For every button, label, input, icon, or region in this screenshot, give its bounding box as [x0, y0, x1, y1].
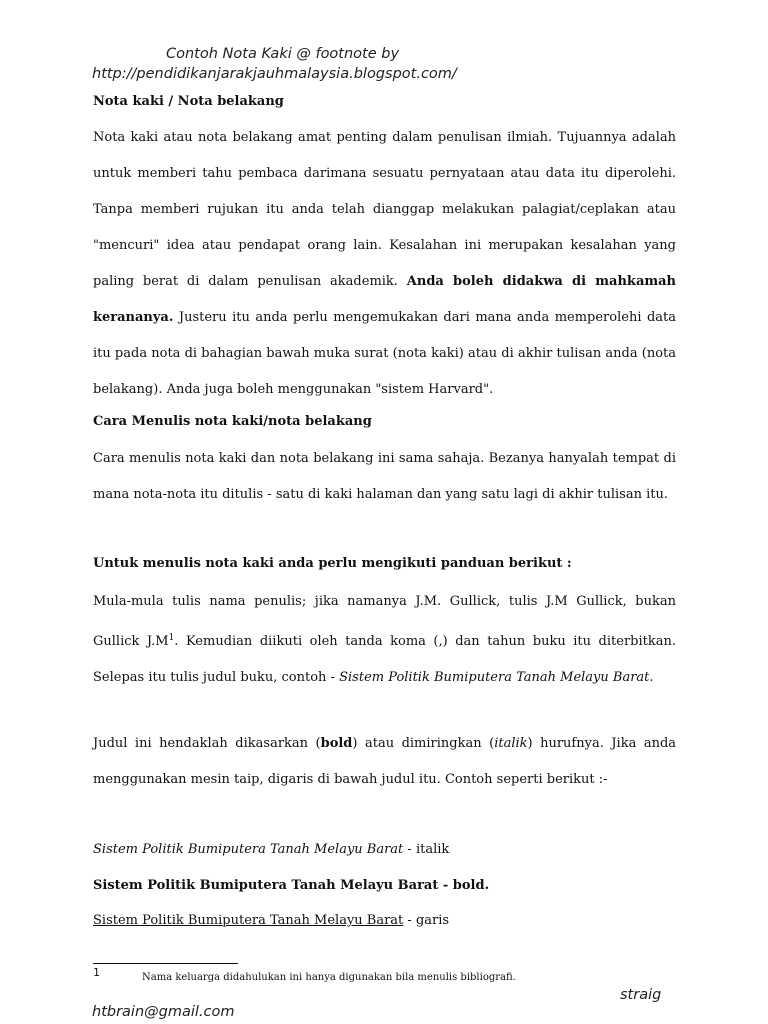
header-url-line: http://pendidikanjarakjauhmalaysia.blogspot.com/ [92, 66, 457, 82]
paragraph-panduan [93, 584, 676, 696]
example-italic-title: Sistem Politik Bumiputera Tanah Melayu Barat [93, 842, 404, 857]
example-underline-suffix: - garis [403, 913, 450, 928]
example-underline-title: Sistem Politik Bumiputera Tanah Melayu Barat [93, 913, 404, 928]
footnote-reference: 1 [168, 633, 175, 643]
paragraph-intro-bold: Anda boleh didakwa di mahkamah kerananya. [93, 274, 676, 325]
paragraph-intro-text-a: Nota kaki atau nota belakang amat penting dalam penulisan ilmiah. Tujuannya adalah untuk memberi tahu pembaca darimana sesuatu pernyataan atau data itu diperolehi. Tanpa memberi rujukan itu anda telah dianggap melakukan palagiat/ceplakan atau "mencuri" idea atau pendapat orang lain. Kesalahan ini merupakan kesalahan yang paling berat di dalam penulisan akademik. [93, 130, 676, 289]
footnote-divider [93, 963, 238, 964]
example-italic-line [93, 842, 676, 857]
paragraph-panduan-italic-title: Sistem Politik Bumiputera Tanah Melayu Barat. [339, 670, 654, 685]
paragraph-intro [93, 120, 676, 408]
header-title-line: Contoh Nota Kaki @ footnote by [166, 46, 400, 62]
paragraph-panduan-text-a: Mula-mula tulis nama penulis; jika namanya J.M. Gullick, tulis J.M Gullick, bukan Gullick J.M [93, 594, 676, 649]
section-heading-cara-menulis: Cara Menulis nota kaki/nota belakang [93, 414, 372, 429]
paragraph-judul-text-b: ) atau dimiringkan ( [352, 736, 495, 751]
paragraph-judul-bold: bold [320, 736, 353, 751]
paragraph-judul-text-c: ) hurufnya. Jika anda menggunakan mesin taip, digaris di bawah judul itu. Contoh seperti berikut :- [93, 736, 677, 787]
paragraph-judul-italic: italik [494, 736, 528, 751]
footer-email: htbrain@gmail.com [92, 1004, 235, 1020]
paragraph-judul [93, 726, 676, 798]
paragraph-cara-menulis: Cara menulis nota kaki dan nota belakang ini sama sahaja. Bezanya hanyalah tempat di mana nota-nota itu ditulis - satu di kaki halaman dan yang satu lagi di akhir tulisan itu. [93, 451, 676, 502]
section-heading-nota-kaki: Nota kaki / Nota belakang [93, 94, 284, 109]
example-bold-line: Sistem Politik Bumiputera Tanah Melayu Barat - bold. [93, 878, 490, 893]
paragraph-panduan-text-b: . Kemudian diikuti oleh tanda koma (,) dan tahun buku itu diterbitkan. Selepas itu tulis judul buku, contoh - [93, 634, 676, 685]
example-italic-suffix: - italik [403, 842, 450, 857]
footer-straig-text: straig [620, 987, 662, 1003]
footnote-text: Nama keluarga didahulukan ini hanya digunakan bila menulis bibliografi. [142, 972, 516, 983]
section-heading-panduan: Untuk menulis nota kaki anda perlu mengikuti panduan berikut : [93, 556, 572, 571]
paragraph-judul-text-a: Judul ini hendaklah dikasarkan ( [93, 736, 321, 751]
footnote-number: 1 [93, 966, 100, 979]
example-underline-line [93, 913, 676, 928]
paragraph-intro-text-b: Justeru itu anda perlu mengemukakan dari mana anda memperolehi data itu pada nota di bahagian bawah muka surat (nota kaki) atau di akhir tulisan anda (nota belakang). Anda juga boleh menggunakan "sistem Harvard". [93, 310, 676, 397]
